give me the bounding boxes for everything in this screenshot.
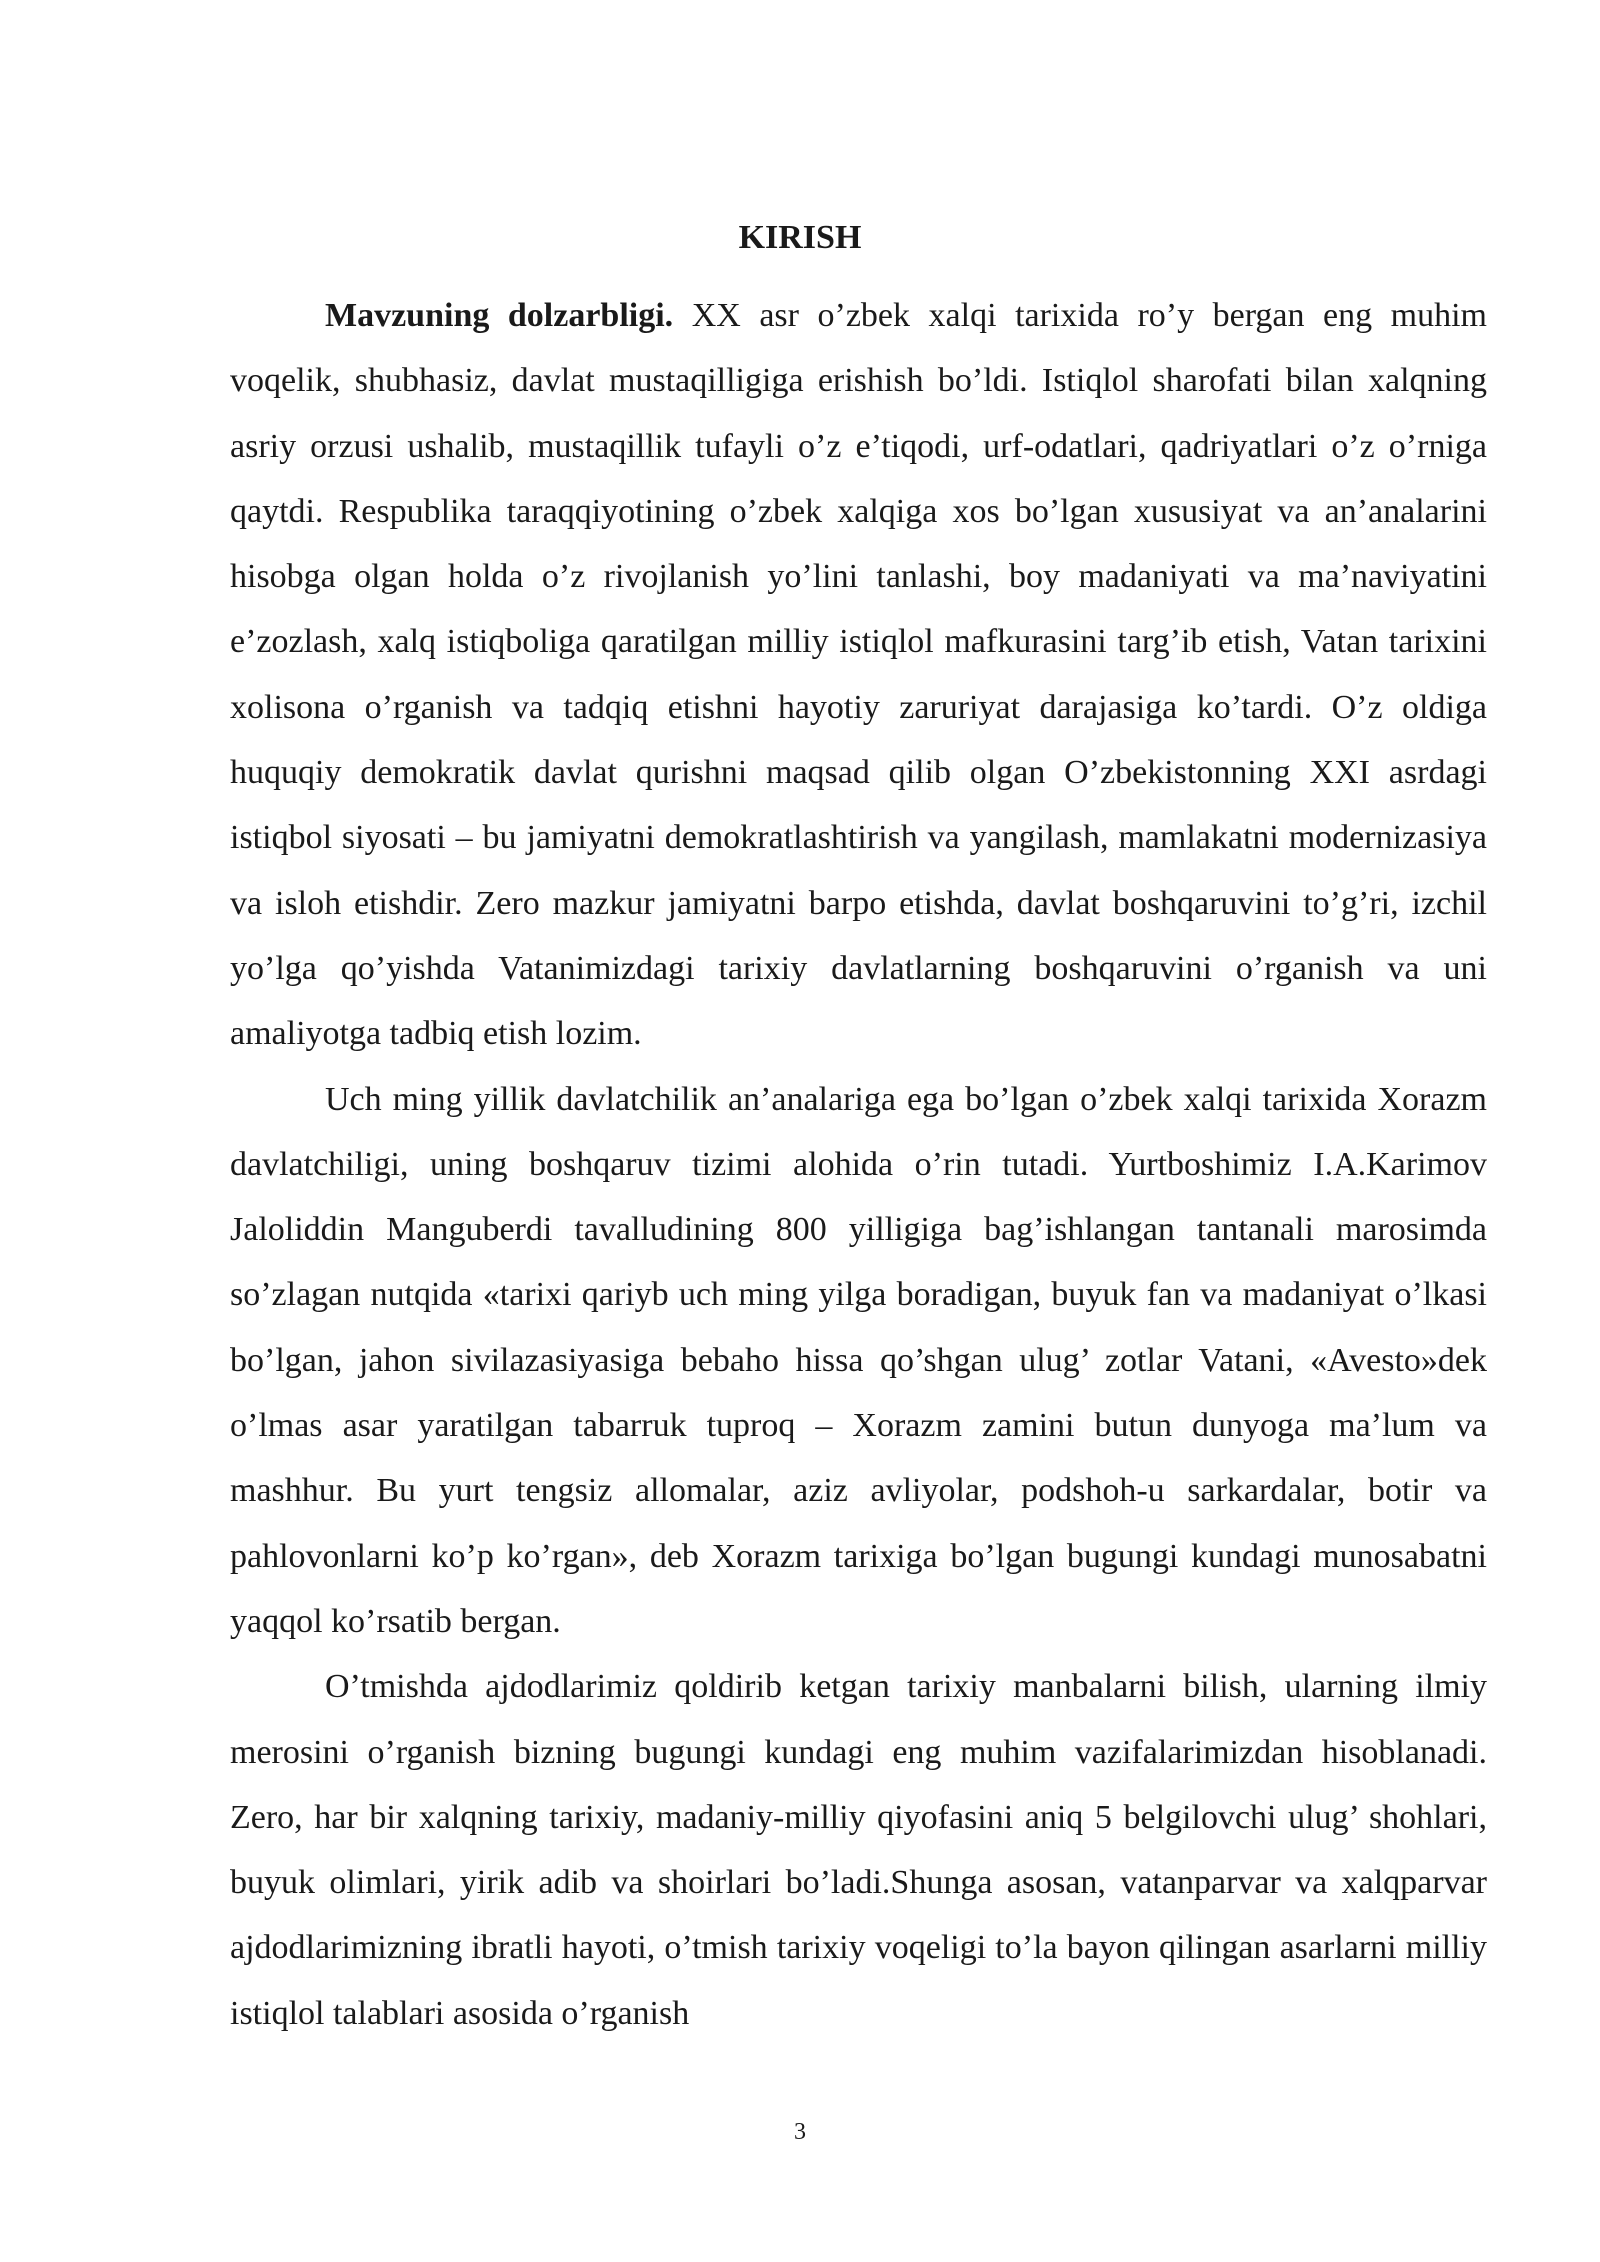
paragraph-text: XX asr o’zbek xalqi tarixida ro’y bergan eng muhim voqelik, shubhasiz, davlat mustaqilligiga erishish bo’ldi. Istiqlol sharofati bilan xalqning asriy orzusi ushalib, mustaqillik tufayli o’z e’tiqodi, urf-odatlari, qadriyatlari o’z o’rniga qaytdi. Respublika taraqqiyotining o’zbek xalqiga xos bo’lgan xususiyat va an’analarini hisobga olgan holda o’z rivojlanish yo’lini tanlashi, boy madaniyati va ma’naviyatini e’zozlash, xalq istiqboliga qaratilgan milliy istiqlol mafkurasini targ’ib etish, Vatan tarixini xolisona o’rganish va tadqiq etishni hayotiy zaruriyat darajasiga ko’tardi. O’z oldiga huquqiy demokratik davlat qurishni maqsad qilib olgan O’zbekistonning XXI asrdagi istiqbol siyosati – bu jamiyatni demokratlashtirish va yangilash, mamlakatni modernizasiya va isloh etishdir. Zero mazkur jamiyatni barpo etishda, davlat boshqaruvini to’g’ri, izchil yo’lga qo’yishda Vatanimizdagi tarixiy davlatlarning boshqaruvini o’rganish va uni amaliyotga tadbiq etish lozim. bbox=[230, 297, 1487, 1053]
paragraph-relevance bbox=[230, 283, 1487, 1067]
body-text bbox=[230, 283, 1487, 2046]
paragraph-ancestral-heritage bbox=[230, 1654, 1487, 2046]
page-number: 3 bbox=[794, 2119, 806, 2145]
paragraph-khorezm-statehood bbox=[230, 1067, 1487, 1655]
paragraph-text: Uch ming yillik davlatchilik an’analariga ega bo’lgan o’zbek xalqi tarixida Xorazm davlatchiligi, uning boshqaruv tizimi alohida o’rin tutadi. Yurtboshimiz I.A.Karimov Jaloliddin Manguberdi tavalludining 800 yilligiga bag’ishlangan tantanali marosimda so’zlagan nutqida «tarixi qariyb uch ming yilga boradigan, buyuk fan va madaniyat o’lkasi bo’lgan, jahon sivilazasiyasiga bebaho hissa qo’shgan ulug’ zotlar Vatani, «Avesto»dek o’lmas asar yaratilgan tabarruk tuproq – Xorazm zamini butun dunyoga ma’lum va mashhur. Bu yurt tengsiz allomalar, aziz avliyolar, podshoh-u sarkardalar, botir va pahlovonlarni ko’p ko’rgan», deb Xorazm tarixiga bo’lgan bugungi kundagi munosabatni yaqqol ko’rsatib bergan. bbox=[230, 1080, 1487, 1640]
paragraph-lead: Mavzuning dolzarbligi. bbox=[325, 297, 674, 334]
paragraph-text: O’tmishda ajdodlarimiz qoldirib ketgan tarixiy manbalarni bilish, ularning ilmiy merosini o’rganish bizning bugungi kundagi eng muhim vazifalarimizdan hisoblanadi. Zero, har bir xalqning tarixiy, madaniy-milliy qiyofasini aniq 5 belgilovchi ulug’ shohlari, buyuk olimlari, yirik adib va shoirlari bo’ladi.Shunga asosan, vatanparvar va xalqparvar ajdodlarimizning ibratli hayoti, o’tmish tarixiy voqeligi to’la bayon qilingan asarlarni milliy istiqlol talablari asosida o’rganish bbox=[230, 1668, 1487, 2032]
section-heading: KIRISH bbox=[738, 219, 862, 256]
